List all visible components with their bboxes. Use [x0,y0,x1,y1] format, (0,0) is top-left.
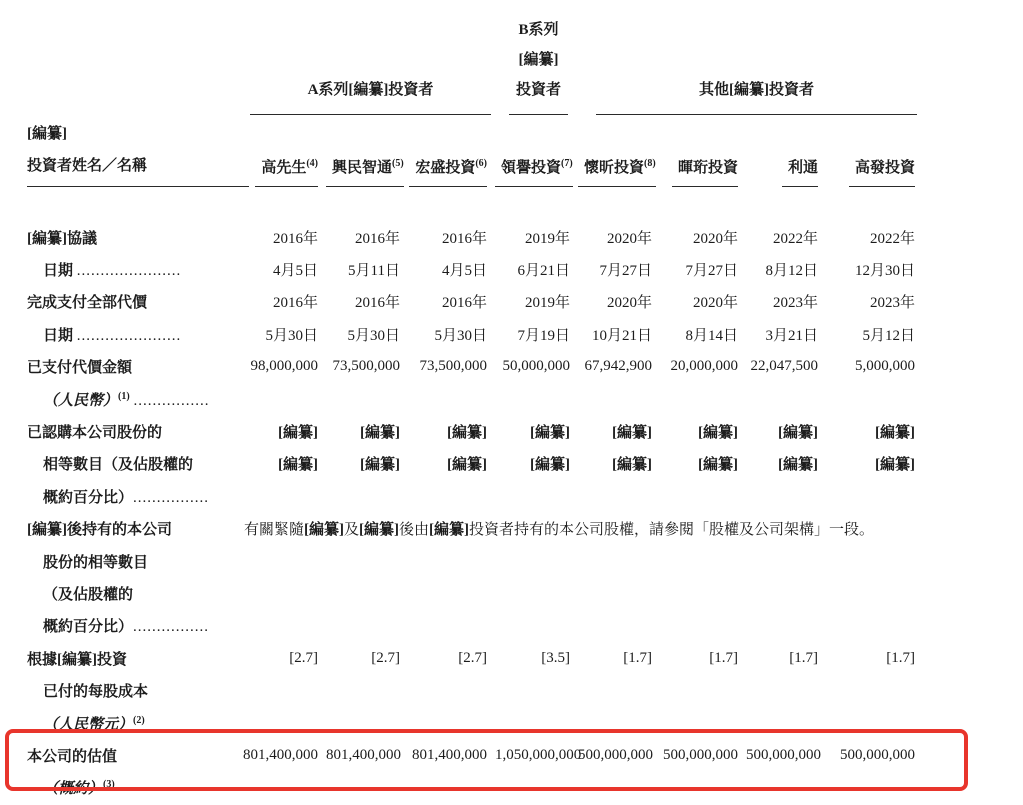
cell-value: [編纂] [360,457,400,474]
column-header-investor: 懷昕投資$^{(8)}$ [578,115,660,187]
cell-value: [1.7] [709,649,738,666]
table-row-approx-percentage-2 [8,610,923,642]
footnote-marker: (2) [133,714,145,726]
row-label: 完成支付全部代價 [27,295,148,312]
cell-value: 8月14日 [685,327,738,344]
cell-value: 500,000,000 [840,746,915,763]
footnote-marker: (1) [118,390,130,402]
cell-empty [240,772,923,804]
row-label: [編纂]後持有的本公司 [27,522,172,539]
cell-value: 2019年 [524,295,570,312]
cell-value: 2023年 [772,295,818,312]
series-b-group-label: B系列 [編纂] 投資者 [509,15,568,115]
cell-value: 2020年 [606,295,652,312]
row-label-header-line2: 投資者姓名／名稱 [27,150,249,187]
cell-value: 500,000,000 [578,746,653,763]
cell-value: 2022年 [869,230,915,247]
cell-value: 22,047,500 [750,358,818,375]
row-label: 已支付代價金額 [27,360,133,377]
cell-value: [2.7] [458,649,487,666]
cell-value: 2020年 [606,230,652,247]
cell-value: 4月5日 [272,263,318,280]
header-spacer [8,187,923,221]
cell-value: 5月30日 [347,327,400,344]
footnote-marker: (5) [392,158,404,169]
table-row-cost-paid [8,674,923,706]
row-label: [編纂]協議 [27,230,97,247]
cell-value: [編纂] [778,457,818,474]
cell-value: [編纂] [778,425,818,442]
group-header-other [578,12,923,115]
cell-empty [240,707,923,739]
cell-value: [編纂] [447,457,487,474]
cell-value: [1.7] [789,649,818,666]
cell-value: [1.7] [886,649,915,666]
cell-value: 2016年 [272,295,318,312]
cell-value: 20,000,000 [670,358,738,375]
other-group-label: 其他[編纂]投資者 [596,75,917,115]
table-row-shares-held-after [8,513,923,545]
cell-value: 2016年 [354,295,400,312]
cell-value: [編纂] [530,457,570,474]
cell-value: 3月21日 [765,327,818,344]
row-label: 股份的相等數目 [43,554,149,571]
row-label: （人民幣元）$^{(2)}$ [43,714,145,733]
group-header-series-a [240,12,495,115]
cell-value: 8月12日 [765,263,818,280]
cell-value: 801,400,000 [326,746,401,763]
table-row-approx-percentage [8,480,923,512]
cell-value: 73,500,000 [419,358,487,375]
column-header-investor: 高先生$^{(4)}$ [240,115,326,187]
row-label-header [8,115,240,187]
cell-value: 50,000,000 [502,358,570,375]
footnote-marker: (8) [644,158,656,169]
row-label: （及佔股權的 [43,586,134,603]
cell-value: 7月19日 [517,327,570,344]
cell-empty [240,610,923,642]
table-row-equivalent-number [8,448,923,480]
table-row-rmb-yuan-note [8,707,923,739]
table-row-consideration-paid [8,351,923,383]
footnote-marker: (4) [306,158,318,169]
cell-value: [編纂] [278,457,318,474]
row-label-header-line1: [編纂] [27,126,67,142]
cell-value: 10月21日 [591,327,652,344]
column-header-row [8,115,923,187]
cell-value: 2016年 [272,230,318,247]
row-label: 概約百分比）................ [43,619,210,636]
group-header-row [8,12,923,115]
cell-value: 2020年 [692,295,738,312]
row-label: 已認購本公司股份的 [27,425,163,442]
cell-value: 801,400,000 [243,746,318,763]
cell-value: [編纂] [612,425,652,442]
row-label: 根據[編纂]投資 [27,651,127,668]
cell-value: [編纂] [698,457,738,474]
column-header-investor: 高發投資 [826,115,923,187]
footnote-marker: (6) [475,158,487,169]
cell-value: [編纂] [447,425,487,442]
cell-value: [編纂] [875,457,915,474]
cell-value: [2.7] [371,649,400,666]
cell-empty [240,674,923,706]
table-row-cost-per-share [8,642,923,674]
footnote-marker: (3) [103,779,115,791]
cell-value: 4月5日 [441,263,487,280]
cell-empty [240,545,923,577]
row-label: （概約）$^{(3)}$ [43,779,115,798]
cell-value: 2019年 [524,230,570,247]
row-label: 日期 ...................... [43,327,182,344]
cell-empty [240,383,923,415]
cell-value: 801,400,000 [412,746,487,763]
cell-value: 5月11日 [348,263,400,280]
row-label: 概約百分比）................ [43,489,210,506]
cell-value: [2.7] [289,649,318,666]
table-row-shares-subscribed [8,415,923,447]
cell-value: 6月21日 [517,263,570,280]
column-header-investor: 宏盛投資$^{(6)}$ [408,115,495,187]
row-label: 相等數目（及佔股權的 [43,457,194,474]
table-row-equivalent-number-2 [8,545,923,577]
cell-value: 7月27日 [599,263,652,280]
footnote-marker: (7) [561,158,573,169]
group-header-empty [8,12,240,115]
cell-value: 5月30日 [434,327,487,344]
table-row-approx-note [8,772,923,804]
cell-value: [編纂] [360,425,400,442]
cell-value: [1.7] [623,649,652,666]
series-a-group-label: A系列[編纂]投資者 [250,75,491,115]
cell-value: 500,000,000 [663,746,738,763]
cell-value: 7月27日 [685,263,738,280]
cell-value: [編纂] [278,425,318,442]
group-header-series-b [495,12,578,115]
column-header-investor: 興民智通$^{(5)}$ [326,115,408,187]
cell-value: 5,000,000 [855,358,915,375]
cell-value: 12月30日 [854,263,915,280]
table-row-payment-date [8,318,923,350]
table-row-agreement-year [8,221,923,253]
column-header-investor: 暉珩投資 [660,115,746,187]
table-row-company-valuation [8,739,923,771]
row-label: 已付的每股成本 [43,684,149,701]
table-row-payment-year [8,286,923,318]
cell-empty [240,577,923,609]
cell-value: 2020年 [692,230,738,247]
cell-value: 73,500,000 [332,358,400,375]
column-header-investor: 領譽投資$^{(7)}$ [495,115,578,187]
cell-value: 2016年 [441,295,487,312]
cell-value: 2016年 [441,230,487,247]
row-label: 日期 ...................... [43,263,182,280]
cell-value: 5月30日 [265,327,318,344]
cell-value: 98,000,000 [250,358,318,375]
cell-value: 2016年 [354,230,400,247]
cell-value: 2022年 [772,230,818,247]
cell-value: [編纂] [875,425,915,442]
pre-ipo-investor-table [8,12,923,804]
row-label: （人民幣）$^{(1)}$ ................ [43,390,210,409]
row-label: 本公司的估值 [27,748,118,765]
cell-value: [3.5] [541,649,570,666]
table-row-shareholding [8,577,923,609]
cell-value: 67,942,900 [584,358,652,375]
cell-value: [編纂] [530,425,570,442]
cell-value: 1,050,000,000 [495,746,582,763]
cell-value: [編纂] [612,457,652,474]
cell-value: 500,000,000 [746,746,821,763]
cell-value: 2023年 [869,295,915,312]
column-header-investor: 利通 [746,115,826,187]
cell-empty [240,480,923,512]
table-row-agreement-date [8,253,923,285]
cell-value: 5月12日 [862,327,915,344]
cell-value: [編纂] [698,425,738,442]
cross-reference-note: 有關緊隨[編纂]及[編纂]後由[編纂]投資者持有的本公司股權，請參閱「股權及公司架構」一段。 [244,522,875,539]
table-row-rmb-note [8,383,923,415]
